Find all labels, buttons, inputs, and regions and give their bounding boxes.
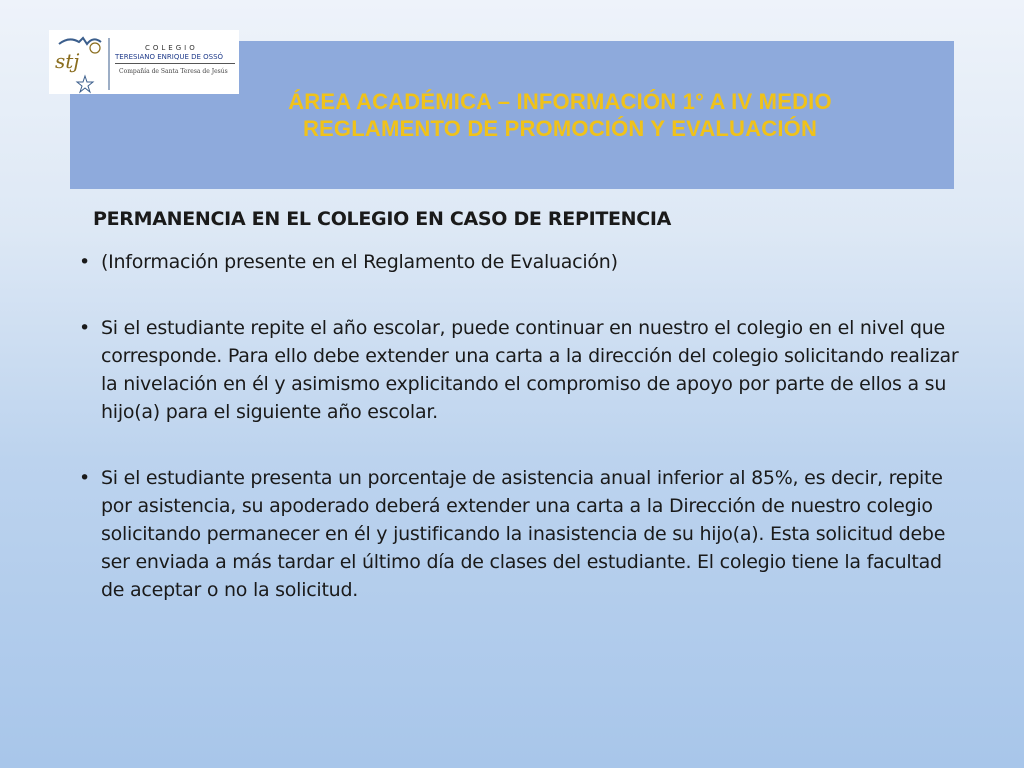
bullet-icon: • [79, 467, 91, 489]
school-crest-icon [49, 30, 119, 94]
bullet-icon: • [79, 317, 91, 339]
bullet-text: Si el estudiante presenta un porcentaje de asistencia anual inferior al 85%, es decir, repite por asistencia, su apoderado deberá extender una carta a la Dirección de nuestro colegio solicitando permanecer en él y justificando la inasistencia de su hijo(a). Esta solicitud debe ser enviada a más tardar el último día de clases del estudiante. El colegio tiene la facultad de aceptar o no la solicitud. [101, 467, 946, 601]
bullet-list [79, 248, 959, 604]
page-title-line-1: ÁREA ACADÉMICA – INFORMACIÓN 1° A IV MEDIO [288, 89, 832, 114]
page-title-line-2: REGLAMENTO DE PROMOCIÓN Y EVALUACIÓN [302, 116, 818, 141]
bullet-icon: • [79, 251, 91, 273]
section-heading: PERMANENCIA EN EL COLEGIO EN CASO DE REPITENCIA [93, 208, 672, 230]
school-logo [49, 30, 239, 94]
bullet-item [79, 314, 959, 426]
page-title [200, 88, 920, 142]
logo-monogram: stj [55, 49, 80, 73]
logo-line-2: TERESIANO ENRIQUE DE OSSÓ [115, 53, 235, 64]
bullet-item [79, 248, 959, 276]
bullet-text: (Información presente en el Reglamento de Evaluación) [101, 251, 618, 273]
logo-line-1: COLEGIO [145, 44, 198, 52]
bullet-item [79, 464, 959, 604]
bullet-text: Si el estudiante repite el año escolar, puede continuar en nuestro el colegio en el nivel que corresponde. Para ello debe extender una carta a la dirección del colegio solicitando realizar la nivelación en él y asimismo explicitando el compromiso de apoyo por parte de ellos a su hijo(a) para el siguiente año escolar. [101, 317, 959, 423]
logo-line-3: Compañía de Santa Teresa de Jesús [119, 68, 228, 75]
